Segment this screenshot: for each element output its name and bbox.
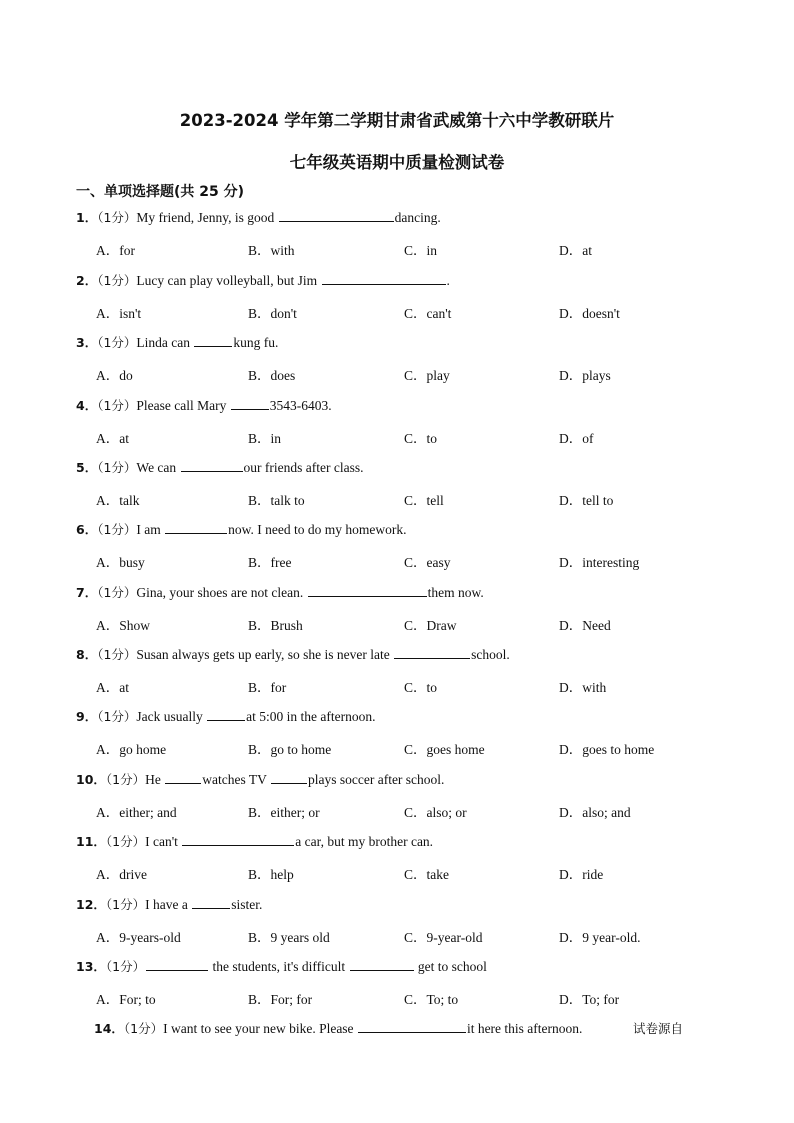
answer-options [96,302,736,320]
question-number: 6． [76,522,98,537]
question-text-before: I am [136,522,165,537]
exam-title-line1: 2023-2024 学年第二学期甘肃省武威第十六中学教研联片 [179,111,615,130]
option-c[interactable]: C．to [404,680,438,695]
option-d[interactable]: D．with [559,680,607,695]
option-c[interactable]: C．to [404,431,438,446]
question-text-after: dancing. [394,210,441,225]
answer-options [96,988,736,1006]
question-score: （1分） [97,709,137,724]
question-score: （1分） [105,959,146,974]
question-number: 1． [76,210,98,225]
option-c[interactable]: C．easy [404,555,451,570]
option-c[interactable]: C．goes home [404,742,485,757]
option-b[interactable]: B．either; or [248,805,320,820]
option-a[interactable]: A．drive [96,867,147,882]
question-text-before: I want to see your new bike. Please [163,1021,357,1036]
question-number: 4． [76,398,98,413]
answer-blank [231,398,269,410]
question-number: 13． [76,959,106,974]
question-score: （1分） [123,1021,164,1036]
question-text-after: at 5:00 in the afternoon. [246,709,376,724]
answer-blank [308,585,427,597]
question-score: （1分） [97,460,137,475]
option-b[interactable]: B．help [248,867,294,882]
question-8 [76,645,510,663]
answer-blank [192,897,230,909]
question-score: （1分） [97,273,137,288]
answer-blank [181,460,243,472]
option-b[interactable]: B．9 years old [248,930,330,945]
question-score: （1分） [97,522,137,537]
question-score: （1分） [97,398,137,413]
question-text-before: My friend, Jenny, is good [136,210,278,225]
question-text-before: I have a [145,897,192,912]
question-number: 14． [94,1021,124,1036]
option-c[interactable]: C．in [404,243,438,258]
option-d[interactable]: D．of [559,431,594,446]
answer-blank [182,834,294,846]
question-text-after: school. [471,647,510,662]
option-b[interactable]: B．in [248,431,282,446]
exam-title-line2: 七年级英语期中质量检测试卷 [289,153,505,172]
question-14 [94,1019,582,1037]
answer-blank [322,273,446,285]
question-text-after: our friends after class. [243,460,364,475]
answer-options [96,489,736,507]
question-text-before: He [145,772,165,787]
question-text-before: Susan always gets up early, so she is never late [136,647,394,662]
question-score: （1分） [97,335,137,350]
question-text-after: the students, it's difficult [209,959,349,974]
answer-blank [146,959,208,971]
option-d[interactable]: D．To; for [559,992,620,1007]
option-a[interactable]: A．at [96,680,129,695]
question-text-after: it here this afternoon. [466,1021,583,1036]
option-c[interactable]: C．tell [404,493,444,508]
option-a[interactable]: A．For; to [96,992,156,1007]
question-text-before: I can't [145,834,182,849]
option-b[interactable]: B．for [248,680,287,695]
option-a[interactable]: A．do [96,368,133,383]
option-b[interactable]: B．talk to [248,493,305,508]
option-b[interactable]: B．Brush [248,618,303,633]
question-score: （1分） [105,897,146,912]
question-number: 2． [76,273,98,288]
option-a[interactable]: A．for [96,243,135,258]
question-1 [76,208,441,226]
option-a[interactable]: A．talk [96,493,140,508]
question-text-before: Linda can [136,335,194,350]
question-text-after: now. I need to do my homework. [228,522,407,537]
answer-options [96,239,736,257]
answer-blank [279,210,394,222]
question-number: 8． [76,647,98,662]
question-4 [76,396,332,414]
question-11 [76,832,433,850]
answer-blank [165,772,201,784]
question-number: 12． [76,897,106,912]
question-12 [76,895,262,913]
question-text-after: sister. [231,897,263,912]
question-number: 11． [76,834,106,849]
question-number: 3． [76,335,98,350]
option-a[interactable]: A．busy [96,555,145,570]
option-d[interactable]: D．ride [559,867,604,882]
option-d[interactable]: D．interesting [559,555,640,570]
question-text-before: Lucy can play volleyball, but Jim [136,273,321,288]
question-text-after: them now. [427,585,484,600]
answer-blank-2 [350,959,414,971]
option-a[interactable]: A．9-years-old [96,930,181,945]
answer-blank [165,522,227,534]
option-a[interactable]: A．either; and [96,805,177,820]
option-c[interactable]: C．also; or [404,805,467,820]
question-score: （1分） [97,585,137,600]
option-d[interactable]: D．also; and [559,805,631,820]
option-b[interactable]: B．don't [248,306,297,321]
option-c[interactable]: C．play [404,368,450,383]
answer-options [96,551,736,569]
option-d[interactable]: D．plays [559,368,611,383]
option-d[interactable]: D．doesn't [559,306,620,321]
question-number: 7． [76,585,98,600]
question-text-after: kung fu. [233,335,279,350]
option-b[interactable]: B．For; for [248,992,313,1007]
question-score: （1分） [97,647,137,662]
question-text-before: Please call Mary [136,398,230,413]
source-note: 试卷源自 [633,1021,684,1036]
answer-options [96,614,736,632]
answer-options [96,364,736,382]
option-d[interactable]: D．goes to home [559,742,655,757]
option-d[interactable]: D．tell to [559,493,614,508]
question-score: （1分） [105,834,146,849]
answer-blank [394,647,470,659]
answer-options [96,863,736,881]
answer-options [96,801,736,819]
option-a[interactable]: A．at [96,431,129,446]
option-a[interactable]: A．Show [96,618,151,633]
question-2 [76,271,450,289]
option-c[interactable]: C．9-year-old [404,930,483,945]
question-number: 10． [76,772,106,787]
option-d[interactable]: D．9 year-old. [559,930,641,945]
question-score: （1分） [105,772,146,787]
answer-blank [358,1021,466,1033]
answer-blank-2 [271,772,307,784]
question-text-before: We can [136,460,180,475]
answer-options [96,926,736,944]
option-d[interactable]: D．Need [559,618,611,633]
question-score: （1分） [97,210,137,225]
option-b[interactable]: B．does [248,368,296,383]
question-9 [76,707,376,725]
answer-options [96,427,736,445]
question-text-after-2: get to school [414,959,487,974]
option-c[interactable]: C．Draw [404,618,457,633]
question-number: 5． [76,460,98,475]
question-text-after: a car, but my brother can. [295,834,434,849]
option-a[interactable]: A．go home [96,742,167,757]
question-number: 9． [76,709,98,724]
option-c[interactable]: C．can't [404,306,452,321]
question-13 [76,957,487,975]
option-c[interactable]: C．To; to [404,992,459,1007]
question-3 [76,333,278,351]
question-text-after: 3543-6403. [269,398,332,413]
option-d[interactable]: D．at [559,243,592,258]
option-b[interactable]: B．go to home [248,742,332,757]
question-text-before: Jack usually [136,709,207,724]
question-text-after: watches TV [202,772,270,787]
option-a[interactable]: A．isn't [96,306,142,321]
answer-options [96,676,736,694]
question-5 [76,458,364,476]
answer-blank [207,709,245,721]
answer-blank [194,335,232,347]
question-text-after: . [446,273,450,288]
option-b[interactable]: B．with [248,243,295,258]
question-text-after-2: plays soccer after school. [307,772,445,787]
question-6 [76,520,407,538]
answer-options [96,738,736,756]
question-7 [76,583,484,601]
section-heading: 一、单项选择题(共 25 分) [76,184,245,200]
option-b[interactable]: B．free [248,555,292,570]
option-c[interactable]: C．take [404,867,449,882]
question-10 [76,770,444,788]
question-text-before: Gina, your shoes are not clean. [136,585,307,600]
